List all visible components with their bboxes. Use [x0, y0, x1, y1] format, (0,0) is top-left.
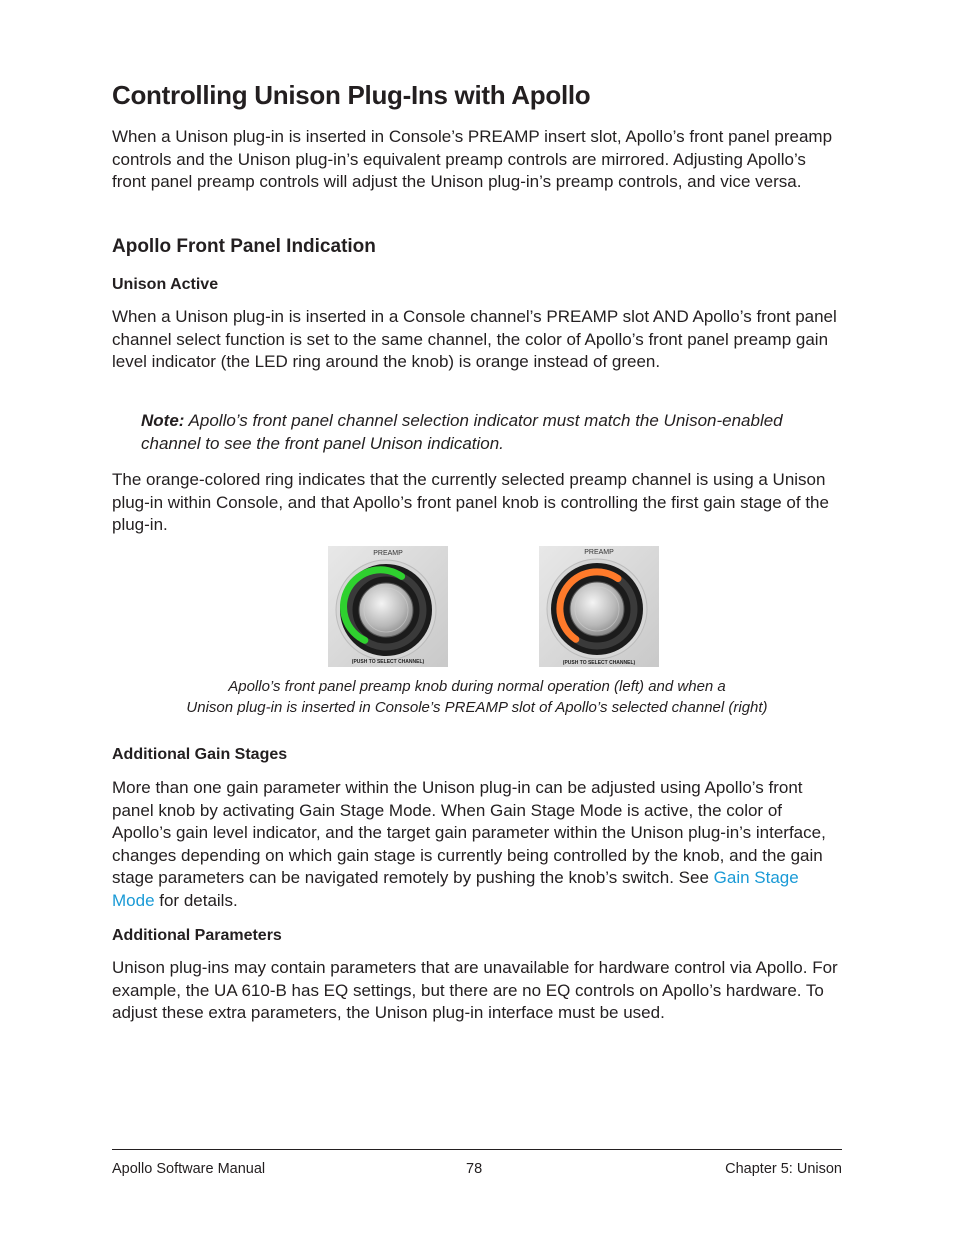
subheading-additional-parameters: Additional Parameters: [112, 927, 282, 944]
orange-ring-paragraph: The orange-colored ring indicates that the currently selected preamp channel is using a Unison plug-in within Console, and that Apollo’s front panel knob is controlling the first gain stage of the plug-in.: [112, 470, 829, 534]
gain-stages-paragraph: [112, 777, 842, 912]
footer-divider: [112, 1149, 842, 1150]
gain-stages-text-end: for details.: [154, 890, 238, 910]
additional-parameters-paragraph: Unison plug-ins may contain parameters that are unavailable for hardware control via Apollo. For example, the UA 610-B has EQ settings, but there are no EQ controls on Apollo’s hardware. To adjust these extra parameters, the Unison plug-in interface must be used.: [112, 958, 838, 1022]
gain-stages-text: More than one gain parameter within the Unison plug-in can be adjusted using Apollo’s front panel knob by activating Gain Stage Mode. When Gain Stage Mode is active, the color of Apollo’s gain level indicator, and the target gain parameter within the Unison plug-in’s interface, changes depending on which gain stage is currently being controlled by the knob, and the gain stage parameters can be navigated remotely by pushing the knob’s switch. See: [112, 778, 826, 887]
caption-line-2: Unison plug-in is inserted in Console’s PREAMP slot of Apollo’s selected channel (right): [186, 699, 768, 716]
caption-line-1: Apollo’s front panel preamp knob during normal operation (left) and when a: [228, 678, 726, 695]
footer-manual-title: Apollo Software Manual: [112, 1161, 266, 1177]
note-label: Note:: [141, 411, 185, 430]
note-paragraph: [141, 410, 831, 455]
footer-chapter: Chapter 5: Unison: [725, 1161, 842, 1177]
preamp-label-left: PREAMP: [373, 550, 403, 557]
preamp-label-right: PREAMP: [584, 549, 614, 556]
push-label-left: (PUSH TO SELECT CHANNEL): [351, 659, 425, 665]
intro-paragraph: When a Unison plug-in is inserted in Console’s PREAMP insert slot, Apollo’s front panel preamp controls and the Unison plug-in’s equivalent preamp controls are mirrored. Adjusting Apollo’s front panel preamp controls will adjust the Unison plug-in’s preamp controls, and vice versa.: [112, 127, 833, 191]
push-label-right: (PUSH TO SELECT CHANNEL): [562, 660, 636, 666]
footer-page-number: 78: [466, 1161, 483, 1177]
knob-photo-normal: [328, 546, 448, 667]
subheading-additional-gain-stages: Additional Gain Stages: [112, 746, 288, 763]
section-heading-front-panel: Apollo Front Panel Indication: [112, 236, 376, 257]
page-title: Controlling Unison Plug-Ins with Apollo: [112, 80, 591, 110]
figure-caption: [112, 676, 842, 718]
subheading-unison-active: Unison Active: [112, 276, 219, 293]
gain-stage-mode-link[interactable]: Gain Stage Mode: [112, 868, 799, 910]
knob-photo-unison: [539, 546, 659, 667]
unison-active-paragraph: When a Unison plug-in is inserted in a Console channel’s PREAMP slot AND Apollo’s front panel channel select function is set to the same channel, the color of Apollo’s front panel preamp gain level indicator (the LED ring around the knob) is orange instead of green.: [112, 307, 837, 371]
note-text: Apollo’s front panel channel selection indicator must match the Unison-enabled channel to see the front panel Unison indication.: [141, 411, 783, 453]
